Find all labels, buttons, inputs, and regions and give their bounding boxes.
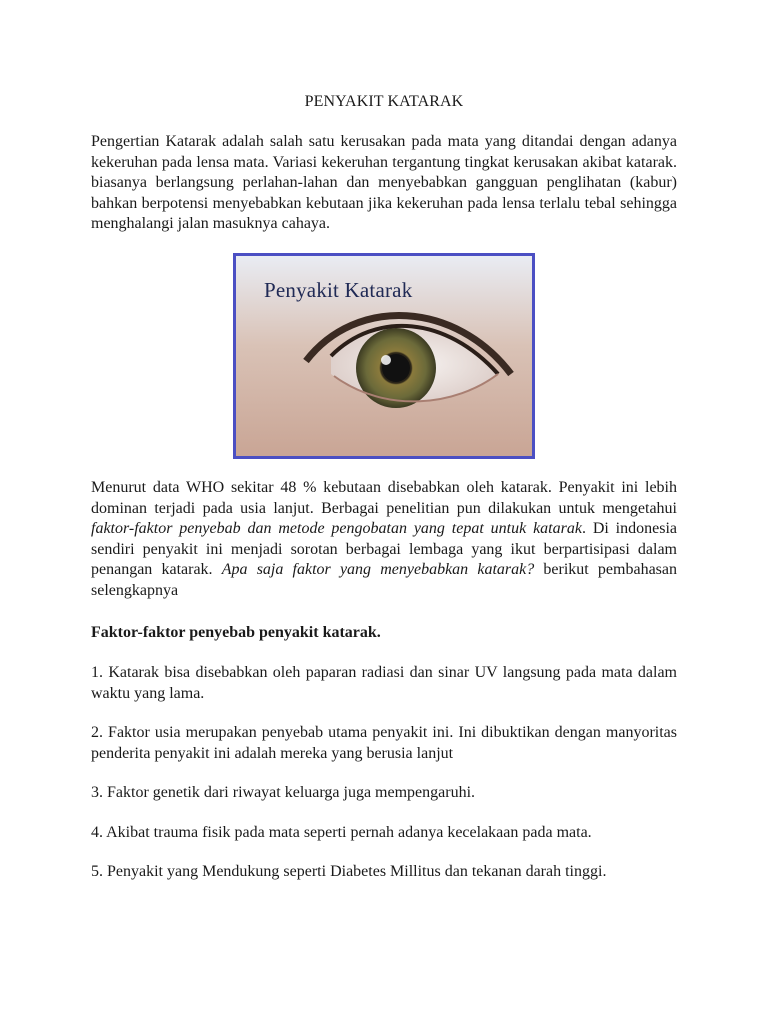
document-page (91, 92, 677, 235)
document-body (91, 478, 677, 902)
document-title: PENYAKIT KATARAK (304, 93, 464, 110)
factor-item: 4. Akibat trauma fisik pada mata seperti pernah adanya kecelakaan pada mata. (91, 823, 592, 841)
image-caption: Penyakit Katarak (264, 278, 413, 302)
who-text-3: berikut pembahasan selengkapnya (91, 561, 678, 599)
factor-item: 1. Katarak bisa disebabkan oleh paparan radiasi dan sinar UV langsung pada mata dalam waktu yang lama. (91, 664, 677, 702)
who-text-2: . Di indonesia sendiri penyakit ini menjadi sorotan berbagai lembaga yang ikut berpartisipasi dalam penangan katarak. (91, 520, 678, 578)
who-italic-2: Apa saja faktor yang menyebabkan katarak? (221, 561, 535, 578)
factor-item: 5. Penyakit yang Mendukung seperti Diabetes Millitus dan tekanan darah tinggi. (91, 863, 607, 880)
who-paragraph (91, 478, 677, 601)
section-heading: Faktor-faktor penyebab penyakit katarak. (91, 624, 381, 641)
factor-item: 2. Faktor usia merupakan penyebab utama penyakit ini. Ini dibuktikan dengan manyoritas penderita penyakit ini adalah mereka yang berusia lanjut (91, 724, 677, 762)
cataract-eye-image (233, 253, 535, 459)
who-italic-1: faktor-faktor penyebab dan metode pengobatan yang tepat untuk katarak (91, 520, 582, 537)
factor-item: 3. Faktor genetik dari riwayat keluarga juga mempengaruhi. (91, 784, 476, 801)
intro-paragraph: Pengertian Katarak adalah salah satu kerusakan pada mata yang ditandai dengan adanya kekeruhan pada lensa mata. Variasi kekeruhan tergantung tingkat kerusakan akibat katarak. biasanya berlangsung perlahan-lahan dan menyebabkan gangguan penglihatan (kabur) bahkan berpotensi menyebabkan kebutaan jika kekeruhan pada lensa terlalu tebal sehingga menghalangi jalan masuknya cahaya. (91, 133, 677, 232)
who-text-1: Menurut data WHO sekitar 48 % kebutaan disebabkan oleh katarak. Penyakit ini lebih dominan terjadi pada usia lanjut. Berbagai penelitian pun dilakukan untuk mengetahui (91, 479, 677, 517)
